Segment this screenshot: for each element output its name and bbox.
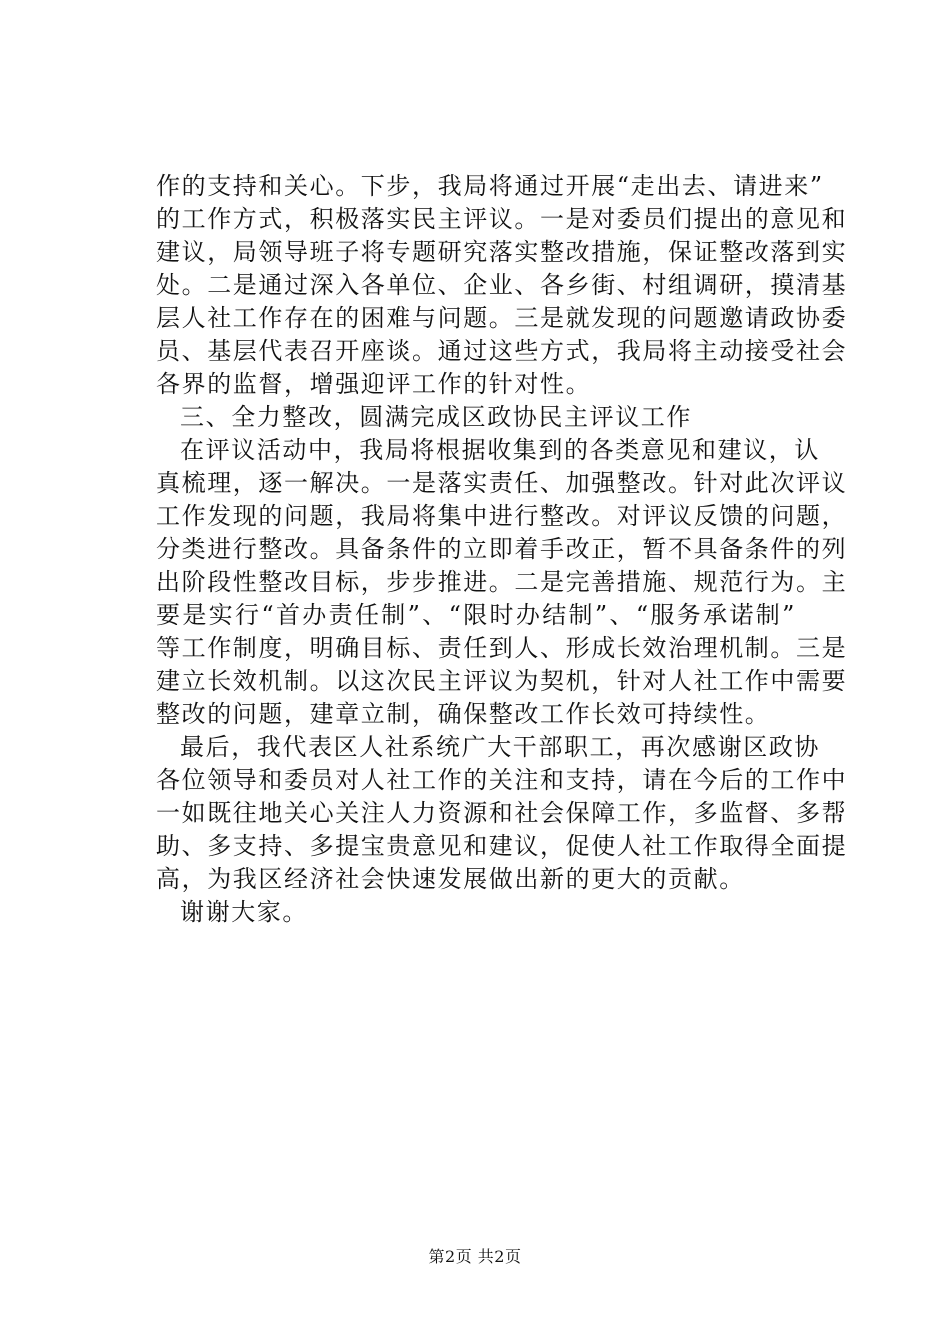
text-line-1: 作的支持和关心。下步，我局将通过开展“走出去、请进来” [156,172,824,200]
text-line-20: 一如既往地关心关注人力资源和社会保障工作，多监督、多帮 [156,799,848,827]
text-line-3: 建议，局领导班子将专题研究落实整改措施，保证整改落到实 [156,238,848,266]
text-line-22: 高，为我区经济社会快速发展做出新的更大的贡献。 [156,865,745,893]
text-line-16: 建立长效机制。以这次民主评议为契机，针对人社工作中需要 [156,667,848,695]
text-line-5: 层人社工作存在的困难与问题。三是就发现的问题邀请政协委 [156,304,848,332]
text-line-21: 助、多支持、多提宝贵意见和建议，促使人社工作取得全面提 [156,832,848,860]
text-line-19: 各位领导和委员对人社工作的关注和支持，请在今后的工作中 [156,766,848,794]
text-line-4: 处。二是通过深入各单位、企业、各乡街、村组调研，摸清基 [156,271,848,299]
page-number-footer: 第2页 共2页 [428,1247,522,1266]
section-heading-3: 三、全力整改，圆满完成区政协民主评议工作 [180,403,692,431]
text-line-17: 整改的问题，建章立制，确保整改工作长效可持续性。 [156,700,771,728]
text-line-10: 真梳理，逐一解决。一是落实责任、加强整改。针对此次评议 [156,469,848,497]
text-line-14: 要是实行“首办责任制”、“限时办结制”、“服务承诺制” [156,601,796,629]
closing-line: 谢谢大家。 [180,898,308,926]
text-line-2: 的工作方式，积极落实民主评议。一是对委员们提出的意见和 [156,205,848,233]
text-line-13: 出阶段性整改目标，步步推进。二是完善措施、规范行为。主 [156,568,848,596]
text-line-12: 分类进行整改。具备条件的立即着手改正，暂不具备条件的列 [156,535,848,563]
text-line-18: 最后，我代表区人社系统广大干部职工，再次感谢区政协 [180,733,820,761]
text-line-9: 在评议活动中，我局将根据收集到的各类意见和建议，认 [180,436,820,464]
text-line-6: 员、基层代表召开座谈。通过这些方式，我局将主动接受社会 [156,337,848,365]
text-line-7: 各界的监督，增强迎评工作的针对性。 [156,370,592,398]
text-line-15: 等工作制度，明确目标、责任到人、形成长效治理机制。三是 [156,634,848,662]
text-line-11: 工作发现的问题，我局将集中进行整改。对评议反馈的问题， [156,502,848,530]
document-body [156,170,848,929]
